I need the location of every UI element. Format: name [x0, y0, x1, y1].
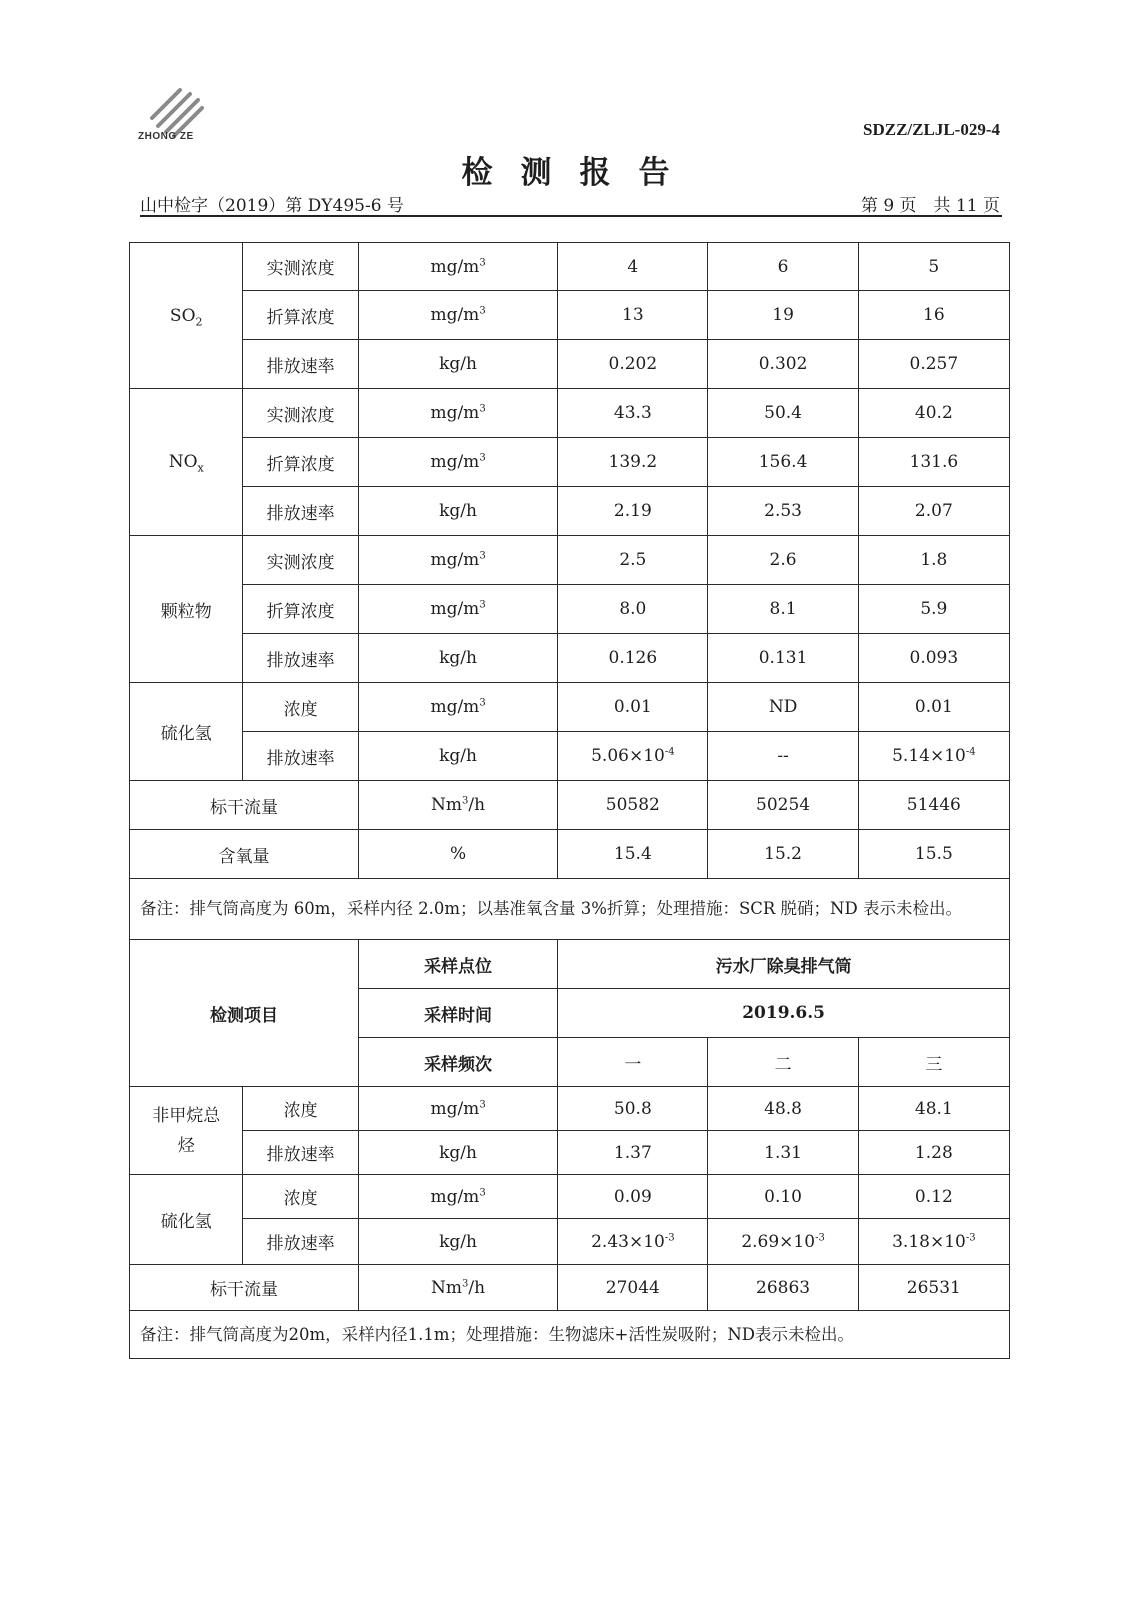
value-cell: 48.1	[858, 1087, 1009, 1131]
item-cell: 含氧量	[130, 830, 359, 879]
unit-cell: kg/h	[358, 340, 557, 389]
value-cell: 27044	[558, 1265, 708, 1311]
table-row	[130, 1175, 1010, 1219]
item-cell: 颗粒物	[130, 536, 243, 683]
value-cell: 5.9	[858, 585, 1009, 634]
value-cell: 5	[858, 243, 1009, 291]
metric-cell: 实测浓度	[243, 389, 358, 438]
value-cell: 50.8	[558, 1087, 708, 1131]
value-cell: $2.69\times 10^{-3}$	[708, 1219, 858, 1265]
item-cell: 标干流量	[130, 1265, 359, 1311]
frequency-value: 一	[558, 1038, 708, 1087]
value-cell: 16	[858, 291, 1009, 340]
value-cell: $2.43\times 10^{-3}$	[558, 1219, 708, 1265]
value-cell: 2.5	[558, 536, 708, 585]
table-row	[130, 634, 1010, 683]
value-cell: 40.2	[858, 389, 1009, 438]
value-cell: 0.202	[558, 340, 708, 389]
metric-cell: 实测浓度	[243, 536, 358, 585]
value-cell: 0.01	[858, 683, 1009, 732]
unit-cell: $mg/m^3$	[358, 683, 557, 732]
value-cell: 0.01	[558, 683, 708, 732]
unit-cell: $mg/m^3$	[358, 438, 557, 487]
value-cell: 0.302	[708, 340, 858, 389]
document-code: SDZZ/ZLJL-029-4	[863, 120, 1000, 139]
unit-cell: $mg/m^3$	[358, 243, 557, 291]
item-cell: $NO_x$	[130, 389, 243, 536]
item-cell: 硫化氢	[130, 683, 243, 781]
metric-cell: 折算浓度	[243, 585, 358, 634]
value-cell: 50582	[558, 781, 708, 830]
value-cell: 139.2	[558, 438, 708, 487]
frequency-label: 采样频次	[358, 1038, 557, 1087]
unit-cell: $mg/m^3$	[358, 291, 557, 340]
value-cell: 2.19	[558, 487, 708, 536]
unit-cell: Nm$^3$/h	[358, 1265, 557, 1311]
table-row	[130, 1219, 1010, 1265]
table-row	[130, 291, 1010, 340]
value-cell: $5.06\times 10^{-4}$	[558, 732, 708, 781]
unit-cell: kg/h	[358, 732, 557, 781]
unit-cell: $mg/m^3$	[358, 1175, 557, 1219]
header-divider	[140, 215, 1002, 217]
unit-cell: Nm$^3$/h	[358, 781, 557, 830]
value-cell: 15.2	[708, 830, 858, 879]
unit-cell: kg/h	[358, 487, 557, 536]
page-info: 第 9 页 共 11 页	[860, 196, 1000, 216]
value-cell: 48.8	[708, 1087, 858, 1131]
item-cell: 非甲烷总烃	[130, 1087, 243, 1175]
table-row	[130, 438, 1010, 487]
value-cell: ND	[708, 683, 858, 732]
unit-cell: $mg/m^3$	[358, 536, 557, 585]
location-value: 污水厂除臭排气筒	[558, 940, 1010, 989]
metric-cell: 浓度	[243, 683, 358, 732]
unit-cell: kg/h	[358, 1131, 557, 1175]
value-cell: 26863	[708, 1265, 858, 1311]
frequency-value: 三	[858, 1038, 1009, 1087]
metric-cell: 排放速率	[243, 634, 358, 683]
value-cell: 131.6	[858, 438, 1009, 487]
table-row	[130, 1311, 1010, 1359]
remarks-note: 备注：排气筒高度为20m，采样内径1.1m；处理措施：生物滤床+活性炭吸附；ND表示未检出。	[130, 1311, 1010, 1359]
value-cell: 2.07	[858, 487, 1009, 536]
table-row	[130, 487, 1010, 536]
metric-cell: 排放速率	[243, 487, 358, 536]
frequency-value: 二	[708, 1038, 858, 1087]
table-row	[130, 243, 1010, 291]
value-cell: 1.31	[708, 1131, 858, 1175]
metric-cell: 排放速率	[243, 1219, 358, 1265]
value-cell: 51446	[858, 781, 1009, 830]
value-cell: 0.093	[858, 634, 1009, 683]
table-row	[130, 830, 1010, 879]
value-cell: $5.14\times 10^{-4}$	[858, 732, 1009, 781]
table-row	[130, 1265, 1010, 1311]
value-cell: 8.1	[708, 585, 858, 634]
item-cell: 硫化氢	[130, 1175, 243, 1265]
results-table	[129, 242, 1010, 1359]
unit-cell: kg/h	[358, 634, 557, 683]
value-cell: 0.09	[558, 1175, 708, 1219]
table-row	[130, 585, 1010, 634]
unit-cell: $mg/m^3$	[358, 389, 557, 438]
metric-cell: 排放速率	[243, 340, 358, 389]
value-cell: 2.53	[708, 487, 858, 536]
item-header: 检测项目	[130, 940, 359, 1087]
table-row	[130, 732, 1010, 781]
value-cell: 4	[558, 243, 708, 291]
value-cell: 26531	[858, 1265, 1009, 1311]
value-cell: $3.18\times 10^{-3}$	[858, 1219, 1009, 1265]
table-row	[130, 340, 1010, 389]
unit-cell: $mg/m^3$	[358, 1087, 557, 1131]
metric-cell: 排放速率	[243, 732, 358, 781]
time-value: 2019.6.5	[558, 989, 1010, 1038]
table-row	[130, 879, 1010, 940]
table-row	[130, 1087, 1010, 1131]
metric-cell: 浓度	[243, 1087, 358, 1131]
report-number: 山中检字（2019）第 DY495-6 号	[140, 196, 404, 216]
value-cell: 6	[708, 243, 858, 291]
logo-text: ZHONG ZE	[138, 131, 194, 142]
item-cell: $SO_2$	[130, 243, 243, 389]
value-cell: 2.6	[708, 536, 858, 585]
value-cell: 13	[558, 291, 708, 340]
value-cell: 15.5	[858, 830, 1009, 879]
metric-cell: 折算浓度	[243, 291, 358, 340]
table-row	[130, 683, 1010, 732]
unit-cell: $mg/m^3$	[358, 585, 557, 634]
item-cell: 标干流量	[130, 781, 359, 830]
table-row	[130, 781, 1010, 830]
value-cell: 0.257	[858, 340, 1009, 389]
table-row	[130, 1131, 1010, 1175]
report-title: 检测报告	[461, 155, 698, 191]
table-row	[130, 536, 1010, 585]
value-cell: 43.3	[558, 389, 708, 438]
metric-cell: 折算浓度	[243, 438, 358, 487]
value-cell: 50.4	[708, 389, 858, 438]
table-row	[130, 389, 1010, 438]
value-cell: --	[708, 732, 858, 781]
value-cell: 50254	[708, 781, 858, 830]
value-cell: 0.131	[708, 634, 858, 683]
value-cell: 1.8	[858, 536, 1009, 585]
value-cell: 0.10	[708, 1175, 858, 1219]
location-label: 采样点位	[358, 940, 557, 989]
value-cell: 1.28	[858, 1131, 1009, 1175]
unit-cell: kg/h	[358, 1219, 557, 1265]
value-cell: 1.37	[558, 1131, 708, 1175]
value-cell: 0.126	[558, 634, 708, 683]
metric-cell: 实测浓度	[243, 243, 358, 291]
value-cell: 156.4	[708, 438, 858, 487]
metric-cell: 浓度	[243, 1175, 358, 1219]
time-label: 采样时间	[358, 989, 557, 1038]
metric-cell: 排放速率	[243, 1131, 358, 1175]
remarks-note: 备注：排气筒高度为 60m，采样内径 2.0m；以基准氧含量 3%折算；处理措施：SCR 脱硝；ND 表示未检出。	[130, 879, 1010, 940]
unit-cell: %	[358, 830, 557, 879]
value-cell: 15.4	[558, 830, 708, 879]
value-cell: 19	[708, 291, 858, 340]
table-row	[130, 940, 1010, 989]
value-cell: 0.12	[858, 1175, 1009, 1219]
value-cell: 8.0	[558, 585, 708, 634]
